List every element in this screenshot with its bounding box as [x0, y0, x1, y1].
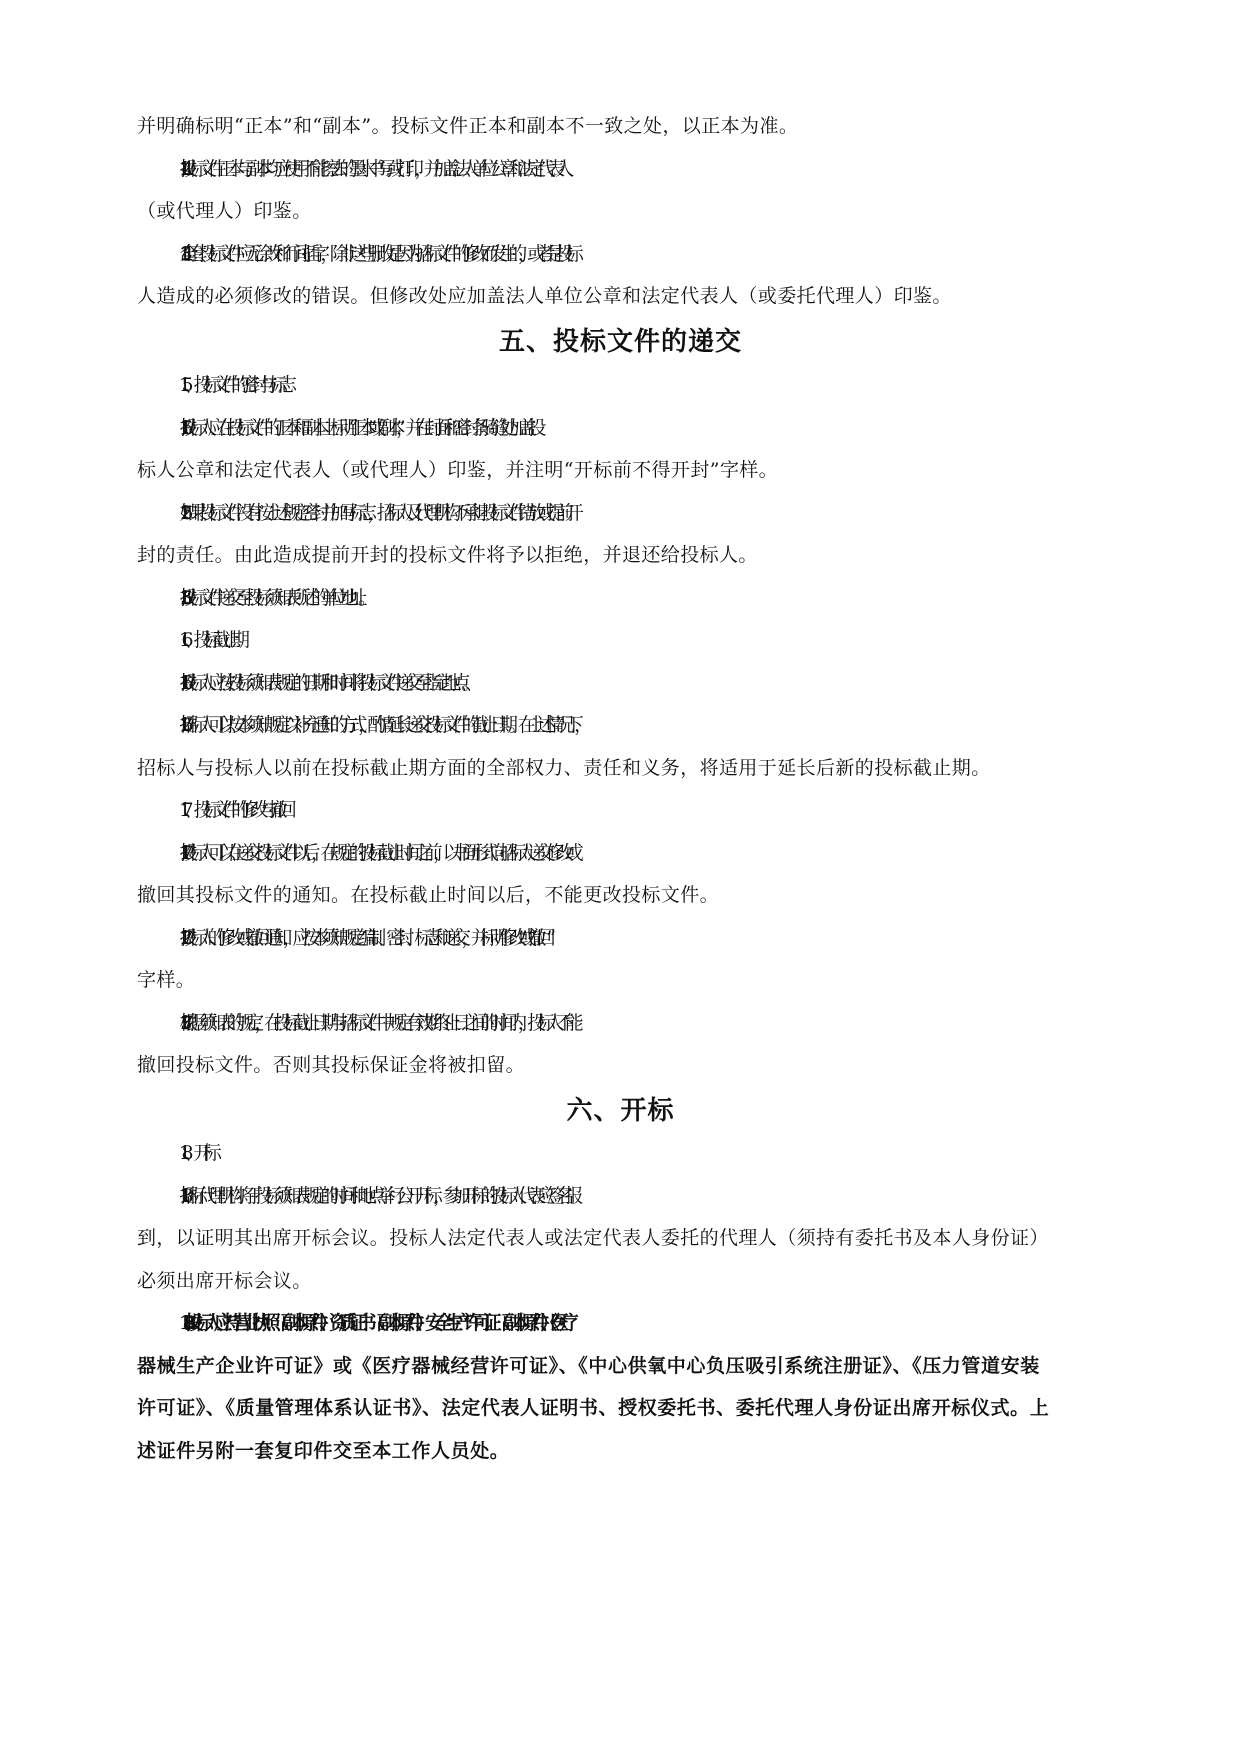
section-5-heading: 五、投标文件的递交 [498, 327, 742, 357]
clause-15-3: 15.3 投标文件递交至投标须知表所述的单位地址。 [179, 587, 368, 609]
clause-14-3-line-2: 人造成的必须修改的错误。但修改处应加盖法人单位公章和法定代表人（或委托代理人）印鉴。 [137, 285, 952, 307]
clause-15-heading: 15、投标文件的密封与标志 [179, 374, 288, 396]
clause-15-2-line-1: 15.2 如果投标文件没有按上述规定密封并加写标志，招标人及代理机构不承担投标文件错放或提前开 [179, 502, 575, 524]
clause-16-heading: 16、投标截止期 [179, 629, 241, 651]
clause-16-1: 16.1 投标人应按投标须知表规定的日期和时间将投标文件递交至指定地点。 [179, 672, 471, 694]
clause-16-2-line-2: 招标人与投标人以前在投标截止期方面的全部权力、责任和义务，将适用于延长后新的投标截止期。 [137, 757, 991, 779]
clause-17-3-line-2: 撤回投标文件。否则其投标保证金将被扣留。 [137, 1054, 526, 1076]
section-6-heading: 六、开标 [566, 1096, 675, 1126]
clause-15-2-line-2: 封的责任。由此造成提前开封的投标文件将予以拒绝，并退还给投标人。 [137, 544, 758, 566]
clause-18-1-line-3: 必须出席开标会议。 [137, 1270, 312, 1292]
clause-17-heading: 17、投标文件的修改与撤回 [179, 799, 288, 821]
clause-18-2-line-1: 18.2 投标人应持营业执照（副本原件）、资质证书（副本原件）、安全生产许可证（副本原件）、《医疗 [179, 1312, 570, 1334]
clause-18-heading: 18、开标 [179, 1142, 213, 1164]
clause-18-1-line-1: 18.1 招标代理机构将于投标须知表规定的时间和地点举行公开开标，参加开标的投标人代表应签名报 [179, 1185, 575, 1207]
clause-14-2-line-2: （或代理人）印鉴。 [137, 200, 312, 222]
clause-17-2-line-1: 17.2 投标人的修改或撤回通知，应按本须知规定编制、密封、标志和递交，并标明“修改”或“撤回” [179, 927, 547, 949]
clause-17-2-line-2: 字样。 [137, 969, 196, 991]
clause-14-3-line-1: 14.3 全套投标文件应无涂改和行间插字，除非这些删改是因为招标文件的修改而发生的，或者是投标 [179, 243, 575, 265]
clause-16-2-line-1: 16.2 招标人可以按本须知规定以补充通知的方式，酌情延长递交投标文件的截止日期。在上述情况下， [179, 714, 584, 736]
clause-17-1-line-2: 撤回其投标文件的通知。在投标截止时间以后，不能更改投标文件。 [137, 884, 720, 906]
clause-15-1-line-2: 标人公章和法定代表人（或代理人）印鉴，并注明“开标前不得开封”字样。 [137, 459, 779, 481]
clause-14-2-line-1: 14.2 投标文件正本与副本均应使用不能擦去的墨水书写或打印，并加盖法人单位公章和法定代表人 [179, 158, 565, 180]
clause-18-2-line-2: 器械生产企业许可证》或《医疗器械经营许可证》、《中心供氧中心负压吸引系统注册证》、《压力管道安装 [137, 1355, 1040, 1377]
clause-18-2-line-3: 许可证》、《质量管理体系认证书》、法定代表人证明书、授权委托书、委托代理人身份证出席开标仪式。上 [137, 1397, 1050, 1419]
paragraph-line: 并明确标明“正本”和“副本”。投标文件正本和副本不一致之处，以正本为准。 [137, 115, 799, 137]
clause-18-1-line-2: 到，以证明其出席开标会议。投标人法定代表人或法定代表人委托的代理人（须持有委托书及本人身份证） [137, 1227, 1049, 1249]
clause-17-3-line-1: 17.3 根据须知表的规定，在投标截止日期与招标文件中规定有效期终止日之间的时间内，投标人不能 [179, 1012, 575, 1034]
clause-17-1-line-1: 17.1 投标人可以在递交投标文件以后，在规定的投标截止时间之前，以书面形式向招标人递交修改或 [179, 842, 575, 864]
clause-15-1-line-1: 15.1 投标人应在投标文件的正本和副本上标明“正本”或“副本”，并在封面和密封条骑缝处加盖投 [179, 417, 538, 439]
clause-18-2-line-4: 述证件另附一套复印件交至本工作人员处。 [137, 1440, 510, 1462]
